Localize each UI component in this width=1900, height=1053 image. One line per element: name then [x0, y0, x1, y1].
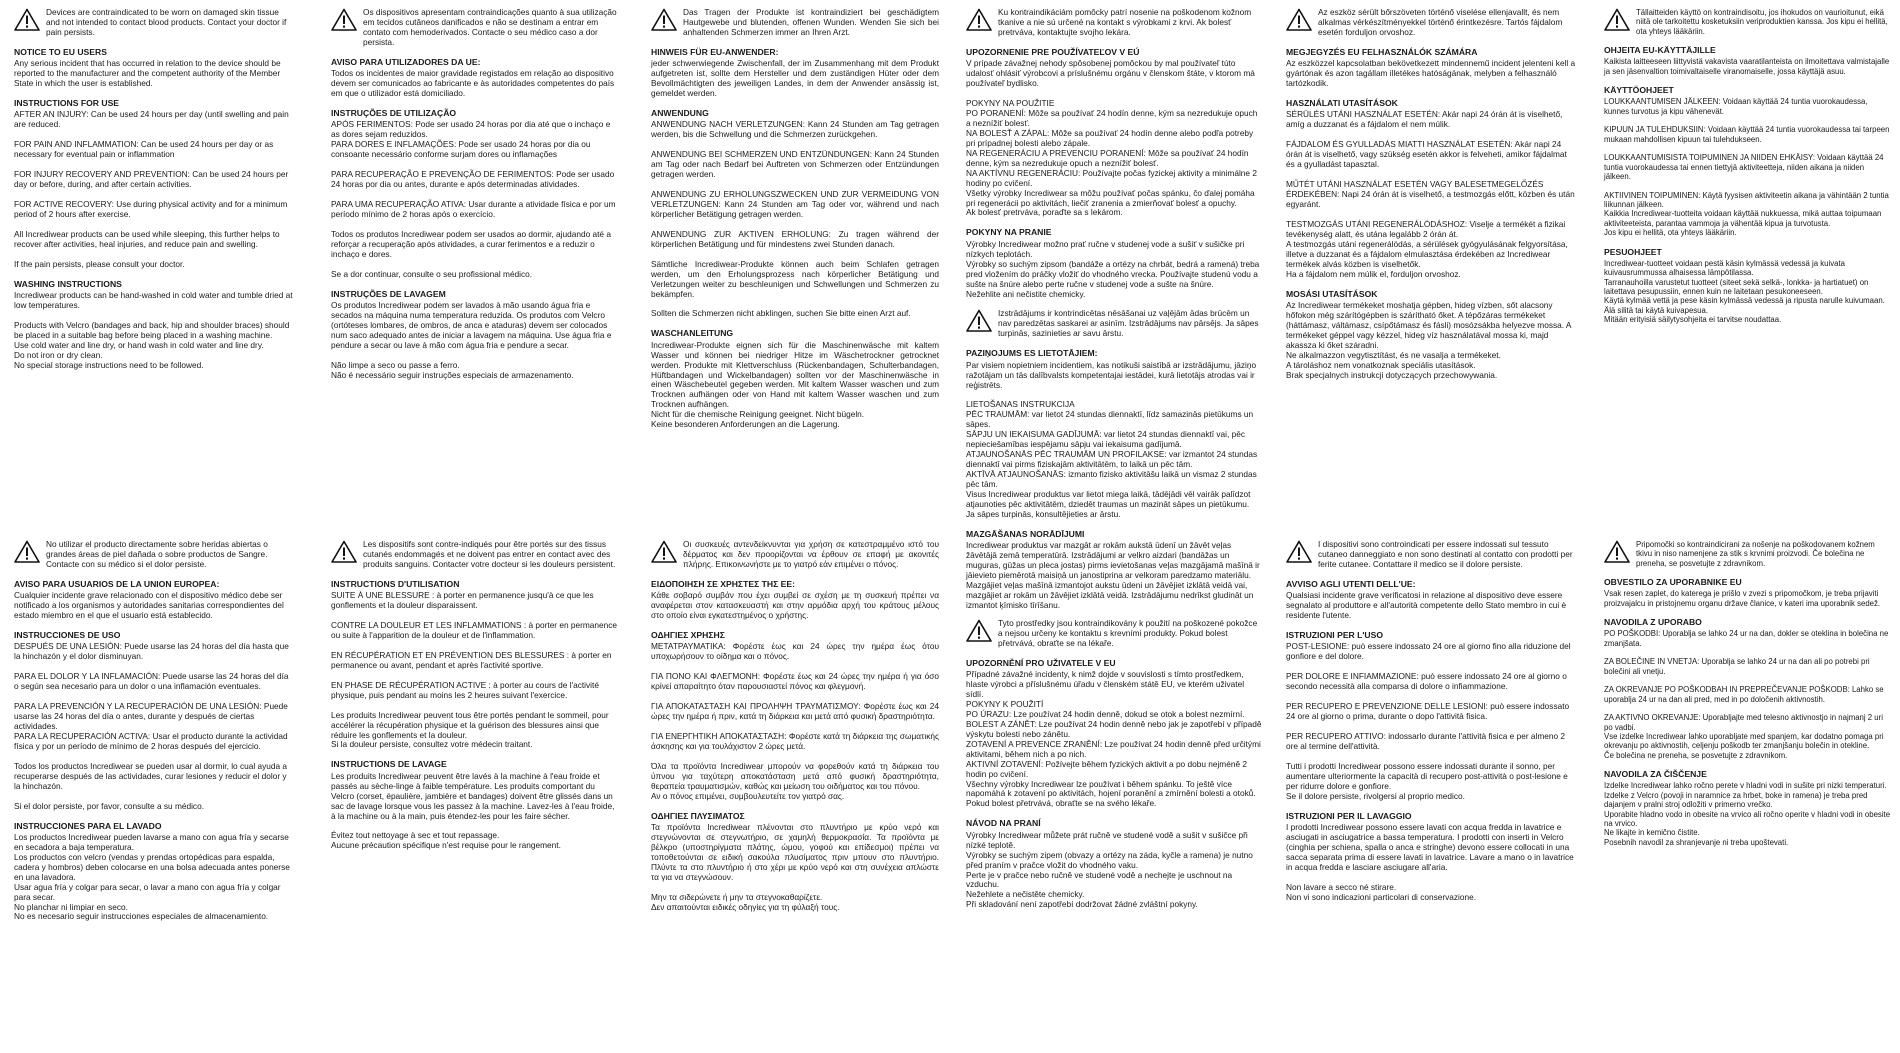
section-title: INSTRUÇÕES DE UTILIZAÇÃO: [331, 107, 457, 118]
section-title: NOTICE TO EU USERS: [14, 46, 107, 57]
section-title: ISTRUZIONI PER L'USO: [1286, 630, 1384, 641]
section-title: MOSÁSI UTASÍTÁSOK: [1286, 288, 1378, 299]
section-body: jeder schwerwiegende Zwischenfall, der im Zusammenhang mit dem Produkt aufgetreten ist, sollte dem Hersteller und dem zuständigen Hüter oder dem Bevollmächtigten des jeweiligen Landes, in dem der Anwender ansässig ist, gemeldet werden.: [651, 58, 939, 99]
warning-triangle-icon: [1604, 8, 1630, 31]
section-body: Výrobky Incrediwear můžete prát ručně ve studené vodě a sušit v sušičce při nízké teplotě. Výrobky se suchým zipem (obvazy a ortézy na záda, kyčle a ramena) je nutno před praním v pračce vložit do vhodného vaku. Perte je v pračce nebo ručně ve studené vodě a nechejte je uschnout na vzduchu. Nežehlete a nečistěte chemicky. Při skladování není zapotřebí dodržovat žádné zvláštní pokyny.: [966, 829, 1253, 910]
warning-block: [1286, 540, 1576, 570]
warning-block: [331, 540, 619, 570]
section-title: ANWENDUNG: [651, 107, 709, 118]
section-instructions: [1286, 630, 1576, 802]
section-body: Os produtos Incrediwear podem ser lavados à mão usando água fria e secados na máquina numa temperatura reduzida. Os produtos com Velcro (ortóteses lombares, de ombros, de anca e ataduras) devem ser colocados num saco adequado antes de iniciar a lavagem na máquina. Use água fria e pendure a secar ou lave à mão com água fria e pendure a secar. Não limpe a seco ou passe a ferro. Não é necessário seguir instruções especiais de armazenamento.: [331, 299, 612, 380]
warning-triangle-icon: [651, 8, 677, 31]
warning-triangle-icon: [14, 540, 40, 563]
section-title: INSTRUCTIONS FOR USE: [14, 98, 120, 109]
warning-text: I dispositivi sono controindicati per essere indossati sul tessuto cutaneo danneggiato e non sono destinati al contatto con prodotti per ferite cutanee. Contattare il medico se il dolore persiste.: [1318, 540, 1573, 569]
section-title: HINWEIS FÜR EU-ANWENDER:: [651, 46, 779, 57]
section-body: Incrediwear produktus var mazgāt ar rokām aukstā ūdenī un žāvēt veļas žāvētājā zemā temperatūrā. Izstrādājumi ar velkro aizdari (bandāžas un muguras, gūžas un pleca jostas) pirms ievietošanas veļas mazgājamā mašīnā ir jāievieto piemērotā maisiņā un janostiprina ar velkoram paredzamo materiālu. Mazgājiet veļas mašīnā izmantojot aukstu ūdeni un žāvējiet izklātā veidā vai, mazgājiet ar rokām un žāvējiet izklātā veidā. Izstrādājumu nedrīkst gludināt un izmantot ķīmisko tīrīšanu.: [966, 540, 1260, 610]
section-body: SÉRÜLÉS UTÁNI HASZNÁLAT ESETÉN: Akár napi 24 órán át is viselhető, amíg a duzzanat és a fájdalom el nem múlik. FÁJDALOM ÉS GYULLADÁS MIATTI HASZNÁLAT ESETÉN: Akár napi 24 órán át is viselhető, vagy szükség esetén akkor is felveheti, amikor fájdalmat és a gyulladást tapasztal. MŰTÉT UTÁNI HASZNÁLAT ESETÉN VAGY BALESETMEGELŐZÉS ÉRDEKÉBEN: Napi 24 órán át is viselhető, a testmozgás előtt, közben és után egyaránt. TESTMOZGÁS UTÁNI REGENERÁLÓDÁSHOZ: Viselje a termékét a fizikai tevékenység alatt, és utána legalább 2 órán át. A testmozgás utáni regenerálódás, a sérülések gyógyulásának felgyorsítása, illetve a duzzanat és a fájdalom elmulasztása érdekében az Incrediwear termékek alvás közben is viselhetők. Ha a fájdalom nem múlik el, forduljon orvoshoz.: [1286, 109, 1575, 279]
section-washing: [331, 759, 619, 851]
column-greek: [645, 540, 945, 1050]
warning-block-lv: [966, 309, 1262, 339]
section-title: MAZGĀŠANAS NORĀDĪJUMI: [966, 528, 1085, 539]
section-body: POST-LESIONE: può essere indossato 24 ore al giorno fino alla riduzione del gonfiore e del dolore. PER DOLORE E INFIAMMAZIONE: può essere indossato 24 ore al giorno o secondo necessità alla comparsa di dolore o infiammazione. PER RECUPERO E PREVENZIONE DELLE LESIONI: può essere indossato 24 ore al giorno o prima, durante o dopo l'attività fisica. PER RECUPERO ATTIVO: indossarlo durante l'attività fisica e per almeno 2 ore al termine dell'attività. Tutti i prodotti Incrediwear possono essere indossati durante il sonno, per aumentare ulteriormente la capacità di recupero post-attività o post-lesione e per ridurre dolore e gonfiore. Se il dolore persiste, rivolgersi al proprio medico.: [1286, 641, 1571, 801]
section-body: ANWENDUNG NACH VERLETZUNGEN: Kann 24 Stunden am Tag getragen werden, bis die Schwellung und die Schmerzen zurückgehen. ANWENDUNG BEI SCHMERZEN UND ENTZÜNDUNGEN: Kann 24 Stunden am Tag oder nach Bedarf bei Auftreten von Schmerzen oder Entzündungen getragen werden. ANWENDUNG ZU ERHOLUNGSZWECKEN UND ZUR VERMEIDUNG VON VERLETZUNGEN: Kann 24 Stunden am Tag oder vor, während und nach körperlicher Betätigung getragen werden. ANWENDUNG ZUR AKTIVEN ERHOLUNG: Zu tragen während der körperlichen Betätigung und für mindestens zwei Stunden danach. Sämtliche Incrediwear-Produkte können auch beim Schlafen getragen werden, um den Erholungsprozess nach körperlicher Betätigung und Verletzungen weiter zu beschleunigen und Schwellungen und Schmerzen zu bekämpfen. Sollten die Schmerzen nicht abklingen, suchen Sie bitte einen Arzt auf.: [651, 119, 939, 319]
section-body: SUITE À UNE BLESSURE : à porter en permanence jusqu'à ce que les gonflements et la douleur disparaissent. CONTRE LA DOULEUR ET LES INFLAMMATIONS : à porter en permanence ou suite à l'apparition de la douleur et de l'inflammation. EN RÉCUPÉRATION ET EN PRÉVENTION DES BLESSURES : à porter en permanence ou avant, pendant et après l'activité sportive. EN PHASE DE RÉCUPÉRATION ACTIVE : à porter au cours de l'activité physique, puis pendant au moins les 2 heures suivant l'exercice. Les produits Incrediwear peuvent tous être portés pendant le sommeil, pour accélérer la récupération physique et la guérison des blessures ainsi que réduire les gonflements et la douleur. Si la douleur persiste, consultez votre médecin traitant.: [331, 590, 618, 750]
section-title: AVVISO AGLI UTENTI DELL'UE:: [1286, 578, 1416, 589]
section-title: KÄYTTÖOHJEET: [1604, 85, 1674, 96]
section-body: Any serious incident that has occurred in relation to the device should be reported to the manufacturer and the competent authority of the Member State in which the user is established.: [14, 58, 281, 89]
section-body: I prodotti Incrediwear possono essere lavati con acqua fredda in lavatrice e asciugati in asciugatrice a bassa temperatura. I prodotti con inserti in Velcro (cinghia per schiena, spalla o anca e stringhe) devono essere collocati in una sacca separata prima di essere lavati in lavatrice. Lavare a mano o in lavatrice in acqua fredda e lasciare asciugare all'aria. Non lavare a secco né stirare. Non vi sono indicazioni particolari di conservazione.: [1286, 821, 1574, 902]
section-title: WASHING INSTRUCTIONS: [14, 278, 122, 289]
section-instructions: [331, 579, 619, 751]
warning-text: Os dispositivos apresentam contraindicações quanto à sua utilização em tecidos cutâneos danificados e não se destinam a entrar em contato com hemoderivados. Contacte o seu médico caso a dor persista.: [363, 8, 617, 47]
section-notice: [1604, 45, 1892, 76]
warning-text: Ku kontraindikáciám pomôcky patrí nosenie na poškodenom kožnom tkanive a nie sú určené na kontakt s výrobkami z krvi. Ak bolesť pretrváva, kontaktujte svojho lekára.: [998, 8, 1252, 37]
section-title: NÁVOD NA PRANÍ: [966, 818, 1041, 829]
section-title: MEGJEGYZÉS EU FELHASZNÁLÓK SZÁMÁRA: [1286, 46, 1478, 57]
section-title: INSTRUCCIONES DE USO: [14, 630, 121, 641]
section-washing: [1604, 247, 1892, 325]
section-washing: [331, 289, 619, 381]
section-body: ΜΕΤΑΤΡΑΥΜΑΤΙΚΑ: Φορέστε έως και 24 ώρες την ημέρα έως ότου υποχωρήσουν το οίδημα και ο πόνος. ΓΙΑ ΠΟΝΟ ΚΑΙ ΦΛΕΓΜΟΝΗ: Φορέστε έως και 24 ώρες την ημέρα ή για όσο κρίνεί απαραίτητο όταν παρουσιαστεί πόνος και φλεγμονή. ΓΙΑ ΑΠΟΚΑΤΑΣΤΑΣΗ ΚΑΙ ΠΡΟΛΗΨΗ ΤΡΑΥΜΑΤΙΣΜΟΥ: Φορέστε έως και 24 ώρες την ημέρα ή πριν, κατά τη διάρκεια και μετά από φυσική δραστηριότητα. ΓΙΑ ΕΝΕΡΓΗΤΙΚΗ ΑΠΟΚΑΤΑΣΤΑΣΗ: Φορέστε κατά τη διάρκεια της σωματικής άσκησης και για τουλάχιστον 2 ώρες μετά. Όλα τα προϊόντα Incrediwear μπορούν να φορεθούν κατά τη διάρκεια του ύπνου για ταχύτερη αποκατάσταση μετά από φυσική δραστηριότητα, θεραπεία τραυματισμών, καθώς και μείωση του οιδήματος και του πόνου. Αν ο πόνος επιμένει, συμβουλευτείτε τον γιατρό σας.: [651, 641, 939, 801]
warning-triangle-icon: [651, 540, 677, 563]
warning-block-cz: [966, 619, 1262, 649]
section-title: PESUOHJEET: [1604, 246, 1662, 257]
section-title: INSTRUCTIONS DE LAVAGE: [331, 759, 447, 770]
section-title: INSTRUCCIONES PARA EL LAVADO: [14, 820, 162, 831]
section-body: Qualsiasi incidente grave verificatosi in relazione al dispositivo deve essere segnalato al produttore e all'autorità competente dello Stato membro in cui è residente l'utente.: [1286, 590, 1567, 621]
warning-text: Devices are contraindicated to be worn on damaged skin tissue and not intended to contact blood products. Contact your doctor if pain persists.: [46, 8, 287, 37]
warning-triangle-icon: [14, 8, 40, 31]
section-body: V prípade závažnej nehody spôsobenej pomôckou by mal používateľ túto udalosť ohlásiť výrobcovi a príslušnému orgánu v členskom štáte, v ktorom má používateľ bydlisko. POKYNY NA POUŽITIE PO PORANENÍ: Môže sa používať 24 hodín denne, kým sa nezredukuje opuch a neznížiť bolesť. NA BOLESŤ A ZÁPAL: Môže sa používať 24 hodín denne alebo podľa potreby pri prípadnej bolesti alebo zápale. NA REGENERÁCIU A PREVENCIU PORANENÍ: Môže sa používať 24 hodín denne, kým sa nezredukuje opuch a neznížiť bolesť. NA AKTÍVNU REGENERÁCIU: Používajte počas fyzickej aktivity a minimálne 2 hodiny po cvičení. Všetky výrobky Incrediwear sa môžu používať počas spánku, čo ďalej pomáha pri regenerácii po aktivitách, liečiť zranenia a zmierňovať bolesť a opuchy. Ak bolesť pretrváva, poraďte sa s lekárom.: [966, 58, 1258, 218]
section-instructions: [1604, 85, 1892, 237]
section-notice: [331, 57, 619, 99]
section-title: ΟΔΗΓΙΕΣ ΧΡΗΣΗΣ: [651, 630, 725, 641]
section-notice-cz: [966, 658, 1262, 810]
warning-text: No utilizar el producto directamente sobre heridas abiertas o grandes áreas de piel dañada o sobre productos de Sangre. Contacte con su médico si el dolor persiste.: [46, 540, 268, 569]
section-body: PO POŠKODBI: Uporablja se lahko 24 ur na dan, dokler se oteklina in bolečina ne zmanjšata. ZA BOLEČINE IN VNETJA: Uporablja se lahko 24 ur na dan ali po potrebi pri bolečini ali vnetju. ZA OKREVANJE PO POŠKODBAH IN PREPREČEVANJE POŠKODB: Lahko se uporablja 24 ur na dan ali pred, med in po določenih aktivnostih. ZA AKTIVNO OKREVANJE: Uporabljajte med telesno aktivnostjo in najmanj 2 uri po vadbi. Vse izdelke Incrediwear lahko uporabljate med spanjem, kar dodatno pomaga pri okrevanju po aktivnostih, celjenju poškodb ter zmanjšanju bolečin in otekline. Če bolečina ne preneha, se posvetujte z zdravnikom.: [1604, 629, 1889, 760]
section-title: INSTRUÇÕES DE LAVAGEM: [331, 288, 446, 299]
section-title: OBVESTILO ZA UPORABNIKE EU: [1604, 577, 1742, 588]
column-german: [645, 8, 945, 478]
section-title: ΕΙΔΟΠΟΙΗΣΗ ΣΕ ΧΡΗΣΤΕΣ ΤΗΣ ΕΕ:: [651, 578, 795, 589]
section-notice-lv: [966, 348, 1262, 520]
column-portuguese: [325, 8, 625, 428]
section-body: Los productos Incrediwear pueden lavarse a mano con agua fría y secarse en secadora a baja temperatura. Los productos con velcro (vendas y prendas ortopédicas para espalda, cadera y hombros) deben colocarse en una bolsa adecuada antes ponerse en una lavadora. Usar agua fría y colgar para secar, o lavar a mano con agua fría y colgar para secar. No planchar ni limpiar en seco. No es necesario seguir instrucciones especiales de almacenamiento.: [14, 831, 290, 922]
section-notice: [1286, 47, 1576, 89]
warning-text: Az eszköz sérült bőrszöveten történő viselése ellenjavallt, és nem alkalmas vérkészítményekkel történő érintkezésre. Tartós fájdalom esetén forduljon orvoshoz.: [1318, 8, 1563, 37]
section-instructions: [651, 108, 939, 319]
warning-text: Les dispositifs sont contre-indiqués pour être portés sur des tissus cutanés endommagés et ne doivent pas entrer en contact avec des produits sanguins. Contacter votre docteur si les douleurs persistent.: [363, 540, 616, 569]
section-washing: [1604, 769, 1892, 847]
section-body: AFTER AN INJURY: Can be used 24 hours per day (until swelling and pain are reduced. FOR PAIN AND INFLAMMATION: Can be used 24 hours per day or as necessary for eventual pain or inflammation FOR INJURY RECOVERY AND PREVENTION: Can be used 24 hours per day or before, during, and after certain activities. FOR ACTIVE RECOVERY: Use during physical activity and for a minimum period of 2 hours after exercise. All Incrediwear products can be used while sleeping, this further helps to recover after activities, heal injuries, and reduce pain and swelling. If the pain persists, please consult your doctor.: [14, 109, 289, 269]
warning-block: [14, 8, 294, 38]
section-title: AVISO PARA USUARIOS DE LA UNION EUROPEA:: [14, 578, 220, 589]
warning-triangle-icon: [1604, 540, 1630, 563]
section-body: Les produits Incrediwear peuvent être lavés à la machine à l'eau froide et passés au sèche-linge à faible température. Les produits comportant du Velcro (corset, épaulière, jambière et bandages) doivent être glissés dans un sac de lavage lorsque vous les passez à la machine. Lavez-les à l'eau froide, à la machine ou à la main, puis étendez-les pour les faire sécher. Évitez tout nettoyage à sec et tout repassage. Aucune précaution spécifique n'est requise pour le rangement.: [331, 770, 615, 851]
section-body: Výrobky Incrediwear možno prať ručne v studenej vode a sušiť v sušičke pri nízkych teplotách. Výrobky so suchým zipsom (bandáže a ortézy na chrbát, bedrá a ramená) treba pred vložením do práčky vložiť do vhodného vrecka. Používajte studenú vodu a sušte na šnúre alebo perte ručne v studenej vode a sušte na šnúre. Nežehlite ani nečistite chemicky.: [966, 238, 1260, 299]
column-slovak-latvian-czech: [960, 8, 1268, 1048]
warning-triangle-icon: [966, 309, 992, 332]
warning-block: [651, 8, 939, 38]
section-body: Incrediwear-Produkte eignen sich für die Maschinenwäsche mit kaltem Wasser und können bei niedriger Hitze im Wäschetrockner getrocknet werden. Produkte mit Klettverschluss (Rückenbandagen, Schulterbandagen, Hüftbandagen und Wickelbandagen) sollten vor der Maschinenwäsche in einen Wäschebeutel gegeben werden. Mit kaltem Wasser waschen und zum Trocknen aufhängen oder von Hand mit kaltem Wasser waschen und zum Trocknen aufhängen. Nicht für die chemische Reinigung geeignet. Nicht bügeln. Keine besonderen Anforderungen an die Lagerung.: [651, 339, 939, 430]
column-english: [8, 8, 300, 428]
warning-triangle-icon: [331, 540, 357, 563]
warning-triangle-icon: [966, 8, 992, 31]
section-instructions: [14, 98, 294, 270]
section-body: APÓS FERIMENTOS: Pode ser usado 24 horas por dia até que o inchaço e as dores sejam reduzidos. PARA DORES E INFLAMAÇÕES: Pode ser usado 24 horas por dia ou consoante necessário conforme surjam dores ou inflamações PARA RECUPERAÇÃO E PREVENÇÃO DE FERIMENTOS: Pode ser usado 24 horas por dia ou antes, durante e após determinadas atividades. PARA UMA RECUPERAÇÃO ATIVA: Usar durante a atividade física e por um período mínimo de 2 horas após o exercício. Todos os produtos Incrediwear podem ser usados ao dormir, ajudando até a reforçar a recuperação após atividades, a curar ferimentos e a reduzir o inchaço e dores. Se a dor continuar, consulte o seu profissional médico.: [331, 119, 616, 279]
warning-text: Tällaitteiden käyttö on kontraindisoitu, jos ihokudos on vaurioitunut, eikä niitä ole tarkoitettu kosketuksiin veriproduktien kanssa. Jos kipu ei hellitä, ota yhteys lääkäriin.: [1636, 8, 1888, 36]
section-title: ISTRUZIONI PER IL LAVAGGIO: [1286, 810, 1412, 821]
section-washing-lv: [966, 529, 1262, 611]
section-body: LOUKKAANTUMISEN JÄLKEEN: Voidaan käyttää 24 tuntia vuorokaudessa, kunnes turvotus ja kipu vähenevät. KIPUUN JA TULEHDUKSIIN: Voidaan käyttää 24 tuntia vuorokaudessa tai tarpeen mukaan mahdollisen kipuun tai tulehdukseen. LOUKKAANTUMISISTA TOIPUMINEN JA NIIDEN EHKÄISY: Voidaan käyttää 24 tuntia vuorokaudessa tai ennen tiettyjä aktiviteetteja, niiden aikana ja niiden jälkeen. AKTIIVINEN TOIPUMINEN: Käytä fyysisen aktiviteetin aikana ja vähintään 2 tuntia liikunnan jälkeen. Kaikkia Incrediwear-tuotteita voidaan käyttää nukkuessa, mikä auttaa toipumaan aktiviteeteista, parantaa vammoja ja vähentää kipua ja turvotusta. Jos kipu ei hellitä, ota yhteys lääkäriin.: [1604, 97, 1890, 238]
section-body: Případné závažné incidenty, k nimž dojde v souvislosti s tímto prostředkem, hlaste výrobci a příslušnému úřadu v členském státě EU, ve kterém uživatel sídlí. POKYNY K POUŽITÍ PO ÚRAZU: Lze používat 24 hodin denně, dokud se otok a bolest nezmírní. BOLEST A ZÁNĚT: Lze používat 24 hodin denně nebo jak je zapotřebí v případě výskytu bolesti nebo zánětu. ZOTAVENÍ A PREVENCE ZRANĚNÍ: Lze používat 24 hodin denně před určitými aktivitami, během nich a po nich. AKTIVNÍ ZOTAVENÍ: Požívejte během fyzických aktivit a po dobu nejméně 2 hodin po cvičení. Všechny výrobky Incrediwear lze používat i během spánku. To ještě více napomáhá k zotavení po aktivitách, hojení poranění a zmírnění bolesti a otoků. Pokud bolest přetrvává, obraťte se na svého lékaře.: [966, 669, 1262, 809]
section-instructions: [651, 630, 939, 802]
section-notice-sk: [966, 47, 1262, 219]
warning-text: Tyto prostředky jsou kontraindikovány k použití na poškozené pokožce a nejsou určeny ke kontaktu s krevními produkty. Pokud bolest přetrvává, obraťte se na lékaře.: [998, 617, 1258, 648]
warning-text: Pripomočki so kontraindicirani za nošenje na poškodovanem kožnem tkivu in niso namenjene za stik s krvnimi proizvodi. Če bolečina ne preneha, se posvetujte z zdravnikom.: [1636, 540, 1875, 568]
section-washing: [14, 279, 294, 371]
warning-block: [1604, 8, 1892, 36]
section-instructions: [14, 630, 294, 812]
section-body: Vsak resen zaplet, do katerega je prišlo v zvezi s pripomočkom, je treba prijaviti proizvajalcu in pristojnemu organu države članice, v kateri ima uporabnik sedež.: [1604, 589, 1881, 608]
section-instructions: [1286, 98, 1576, 280]
warning-block: [331, 8, 619, 48]
section-instructions: [331, 108, 619, 280]
section-body: Τα προϊόντα Incrediwear πλένονται στο πλυντήριο με κρύο νερό και στεγνώνονται σε στεγνωτήριο, σε χαμηλή θερμοκρασία. Τα προϊόντα με βέλκρο (υποστηρίγματα πλάτης, ώμου, γοφού και επίδεσμοι) πρέπει να τοποθετούνται σε ειδική σακούλα πλυσίματος πριν μπουν στο πλυντήριο. Πλύντε τα στο πλυντήριο ή στο χέρι με κρύο νερό και στη συνέχεια απλώστε τα για να στεγνώσουν. Μην τα σιδερώνετε ή μην τα στεγνοκαθαρίζετε. Δεν απαιτούνται ειδικές οδηγίες για τη φύλαξή τους.: [651, 821, 939, 912]
warning-triangle-icon: [331, 8, 357, 31]
section-title: UPOZORNENIE PRE POUŽÍVATEĽOV V EÚ: [966, 46, 1140, 57]
column-slovenian: [1598, 540, 1898, 1050]
section-title: NAVODILA Z UPORABO: [1604, 617, 1702, 628]
warning-text: Οι συσκευές αντενδείκνυνται για χρήση σε κατεστραμμένο ιστό του δέρματος και δεν προορίζονται να έρθουν σε επαφή με ακονιτές πλήρης. Επικοινωνήστε με το γιατρό εάν επιμένει ο πόνος.: [683, 540, 939, 569]
warning-triangle-icon: [1286, 8, 1312, 31]
section-title: HASZNÁLATI UTASÍTÁSOK: [1286, 98, 1398, 109]
section-notice: [1604, 577, 1892, 608]
section-title: POKYNY NA PRANIE: [966, 227, 1052, 238]
section-body: Todos os incidentes de maior gravidade registados em relação ao dispositivo devem ser comunicados ao fabricante e às autoridades competentes do país em que o utilizador está domiciliado.: [331, 68, 615, 99]
column-hungarian: [1280, 8, 1582, 438]
section-instructions: [1604, 617, 1892, 760]
section-body: Az eszközzel kapcsolatban bekövetkezett mindennemű incident jelenteni kell a gyártónak és azon tagállam illetékes hatóságának, melyben a felhasználó tartózkodik.: [1286, 58, 1576, 89]
section-title: WASCHANLEITUNG: [651, 328, 734, 339]
warning-triangle-icon: [1286, 540, 1312, 563]
warning-text: Izstrādājums ir kontrindicētas nēsāšanai uz vaļējām ādas brūcēm un nav paredzētas saskarei ar asinīm. Izstrādājums nav pārsējs. Ja sāpes turpinās, sazinieties ar savu ārstu.: [998, 308, 1259, 339]
section-body: Incrediwear products can be hand-washed in cold water and tumble dried at low temperatures. Products with Velcro (bandages and back, hip and shoulder braces) should be placed in a suitable bag before being placed in a washing machine. Use cold water and line dry, or hand wash in cold water and line dry. Do not iron or dry clean. No special storage instructions need to be followed.: [14, 289, 293, 370]
warning-triangle-icon: [966, 619, 992, 642]
section-body: Izdelke Incrediwear lahko ročno perete v hladni vodi in sušite pri nizki temperaturi. Izdelke z Velcro (povoji in naramnice za hrbet, boke in ramena) je treba pred dajanjem v pralni stroj odložiti v primerno vrečko. Uporabite hladno vodo in obesite na vrvico ali ročno operite v hladni vodi in obesite na vrvico. Ne likajte in kemično čistite. Posebnih navodil za shranjevanje ni treba upoštevati.: [1604, 781, 1891, 847]
section-washing-cz: [966, 818, 1262, 910]
column-italian: [1280, 540, 1582, 1050]
section-notice: [14, 579, 294, 621]
section-washing: [1286, 289, 1576, 381]
warning-block: [651, 540, 939, 570]
column-french: [325, 540, 625, 1050]
warning-text: Das Tragen der Produkte ist kontraindiziert bei geschädigtem Hautgewebe und blutenden, offenen Wunden. Wenden Sie sich bei anhaltenden Schmerzen immer an Ihren Arzt.: [683, 8, 939, 37]
section-notice: [651, 47, 939, 99]
section-washing: [1286, 811, 1576, 903]
section-body: Cualquier incidente grave relacionado con el dispositivo médico debe ser notificado a los organismos y autoridades sanitarias correspondientes del estado miembro en el que el usuario está establecido.: [14, 590, 284, 621]
section-title: OHJEITA EU-KÄYTTÄJILLE: [1604, 45, 1716, 56]
section-washing: [14, 821, 294, 923]
section-washing-sk: [966, 227, 1262, 299]
warning-block: [1286, 8, 1576, 38]
section-body: Incrediwear-tuotteet voidaan pestä käsin kylmässä vedessä ja kuivata kuivausrummussa alhaisessa lämpötilassa. Tarranauhoilla varustetut tuotteet (siteet sekä selkä-, lonkka- ja hartiatuet) on laitettava pesupussiin, ennen kuin ne laitetaan pesukoneeseen. Käytä kylmää vettä ja pese käsin kylmässä vedessä ja ripusta narulle kuivumaan. Älä silitä tai käytä kuivapesua. Mitään erityisiä säilytysohjeita ei tarvitse noudattaa.: [1604, 258, 1885, 324]
warning-block: [14, 540, 294, 570]
section-washing: [651, 328, 939, 430]
section-body: Kaikista laitteeseen liittyvistä vakavista vaaratilanteista on ilmoitettava valmistajalle ja sen jäsenvaltion toimivaltaiselle viranomaiselle, jossa käyttäjä asuu.: [1604, 57, 1890, 76]
section-title: AVISO PARA UTILIZADORES DA UE:: [331, 56, 481, 67]
section-body: DESPUÉS DE UNA LESIÓN: Puede usarse las 24 horas del día hasta que la hinchazón y el dolor disminuyan. PARA EL DOLOR Y LA INFLAMACIÓN: Puede usarse las 24 horas del día o según sea necesario para un dolor o una inflamación eventuales. PARA LA PREVENCIÓN Y LA RECUPERACIÓN DE UNA LESIÓN: Puede usarse las 24 horas del día o antes, durante y después de ciertas actividades. PARA LA RECUPERACIÓN ACTIVA: Usar el producto durante la actividad física y por un período de mínimo de 2 horas después del ejercicio. Todos los productos Incrediwear se pueden usar al dormir, lo cual ayuda a recuperarse después de las actividades, curar lesiones y reducir el dolor y la hinchazón. Si el dolor persiste, por favor, consulte a su médico.: [14, 641, 289, 811]
section-body: Κάθε σοβαρό συμβάν που έχει συμβεί σε σχέση με τη συσκευή πρέπει να αναφέρεται στον κατασκευαστή και στην αρμόδια αρχή του κράτους μέλους στο οποίο είναι εγκατεστημένος ο χρήστης.: [651, 590, 939, 621]
column-finnish: [1598, 8, 1898, 428]
section-title: NAVODILA ZA ČIŠČENJE: [1604, 769, 1707, 780]
section-washing: [651, 811, 939, 913]
section-body: Par visiem nopietniem incidentiem, kas notikuši saistībā ar izstrādājumu, jāziņo ražotājam un tās dalībvalsts kompetentajai iestādei, kurā lietotājs atrodas vai ir reģistrēts. LIETOŠANAS INSTRUKCIJA PĒC TRAUMĀM: var lietot 24 stundas diennaktī, līdz samazinās pietūkums un sāpes. SĀPJU UN IEKAISUMA GADĪJUMĀ: var lietot 24 stundas diennaktī vai, pēc nepieciešamības iespējamu sāpju vai iekaisuma gadījumā. ATJAUNOŠANĀS PĒC TRAUMĀM UN PROFILAKSE: var izmantot 24 stundas diennaktī vai pirms fiziskajām aktivitātēm, to laikā un pēc tām. AKTĪVĀ ATJAUNOŠANĀS: izmanto fizisko aktivitāšu laikā un vismaz 2 stundas pēc tām. Visus Incrediwear produktus var lietot miega laikā, tādējādi vēl vairāk palīdzot atjaunoties pēc aktivitātēm, dziedēt traumas un mazināt sāpes un pietūkumu. Ja sāpes turpinās, konsultējieties ar ārstu.: [966, 359, 1258, 519]
section-notice: [1286, 579, 1576, 621]
section-title: PAZIŅOJUMS ES LIETOTĀJIEM:: [966, 348, 1098, 359]
section-title: UPOZORNĚNÍ PRO UŽIVATELE V EU: [966, 657, 1116, 668]
warning-block: [1604, 540, 1892, 568]
section-title: INSTRUCTIONS D'UTILISATION: [331, 578, 460, 589]
section-notice: [14, 47, 294, 89]
section-body: Az Incrediwear termékeket moshatja gépben, hideg vízben, sőt alacsony hőfokon még szárítógépben is szárítható őket. A tépőzáras termékeket (háttámasz, váltámasz, csípőtámasz és fásli) mosózsákba helyezve mossa. A termékeket géppel vagy kézzel, hideg víz használatával mossa ki, majd akassza ki őket száradni. Ne alkalmazzon vegytisztítást, és ne vasalja a termékeket. A tároláshoz nem vonatkoznak speciális utasítások. Brak specjalnych instrukcji dotyczących przechowywania.: [1286, 299, 1571, 380]
section-title: ΟΔΗΓΙΕΣ ΠΛΥΣΙΜΑΤΟΣ: [651, 810, 745, 821]
section-notice: [651, 579, 939, 621]
column-spanish: [8, 540, 300, 1050]
warning-block: [966, 8, 1262, 38]
